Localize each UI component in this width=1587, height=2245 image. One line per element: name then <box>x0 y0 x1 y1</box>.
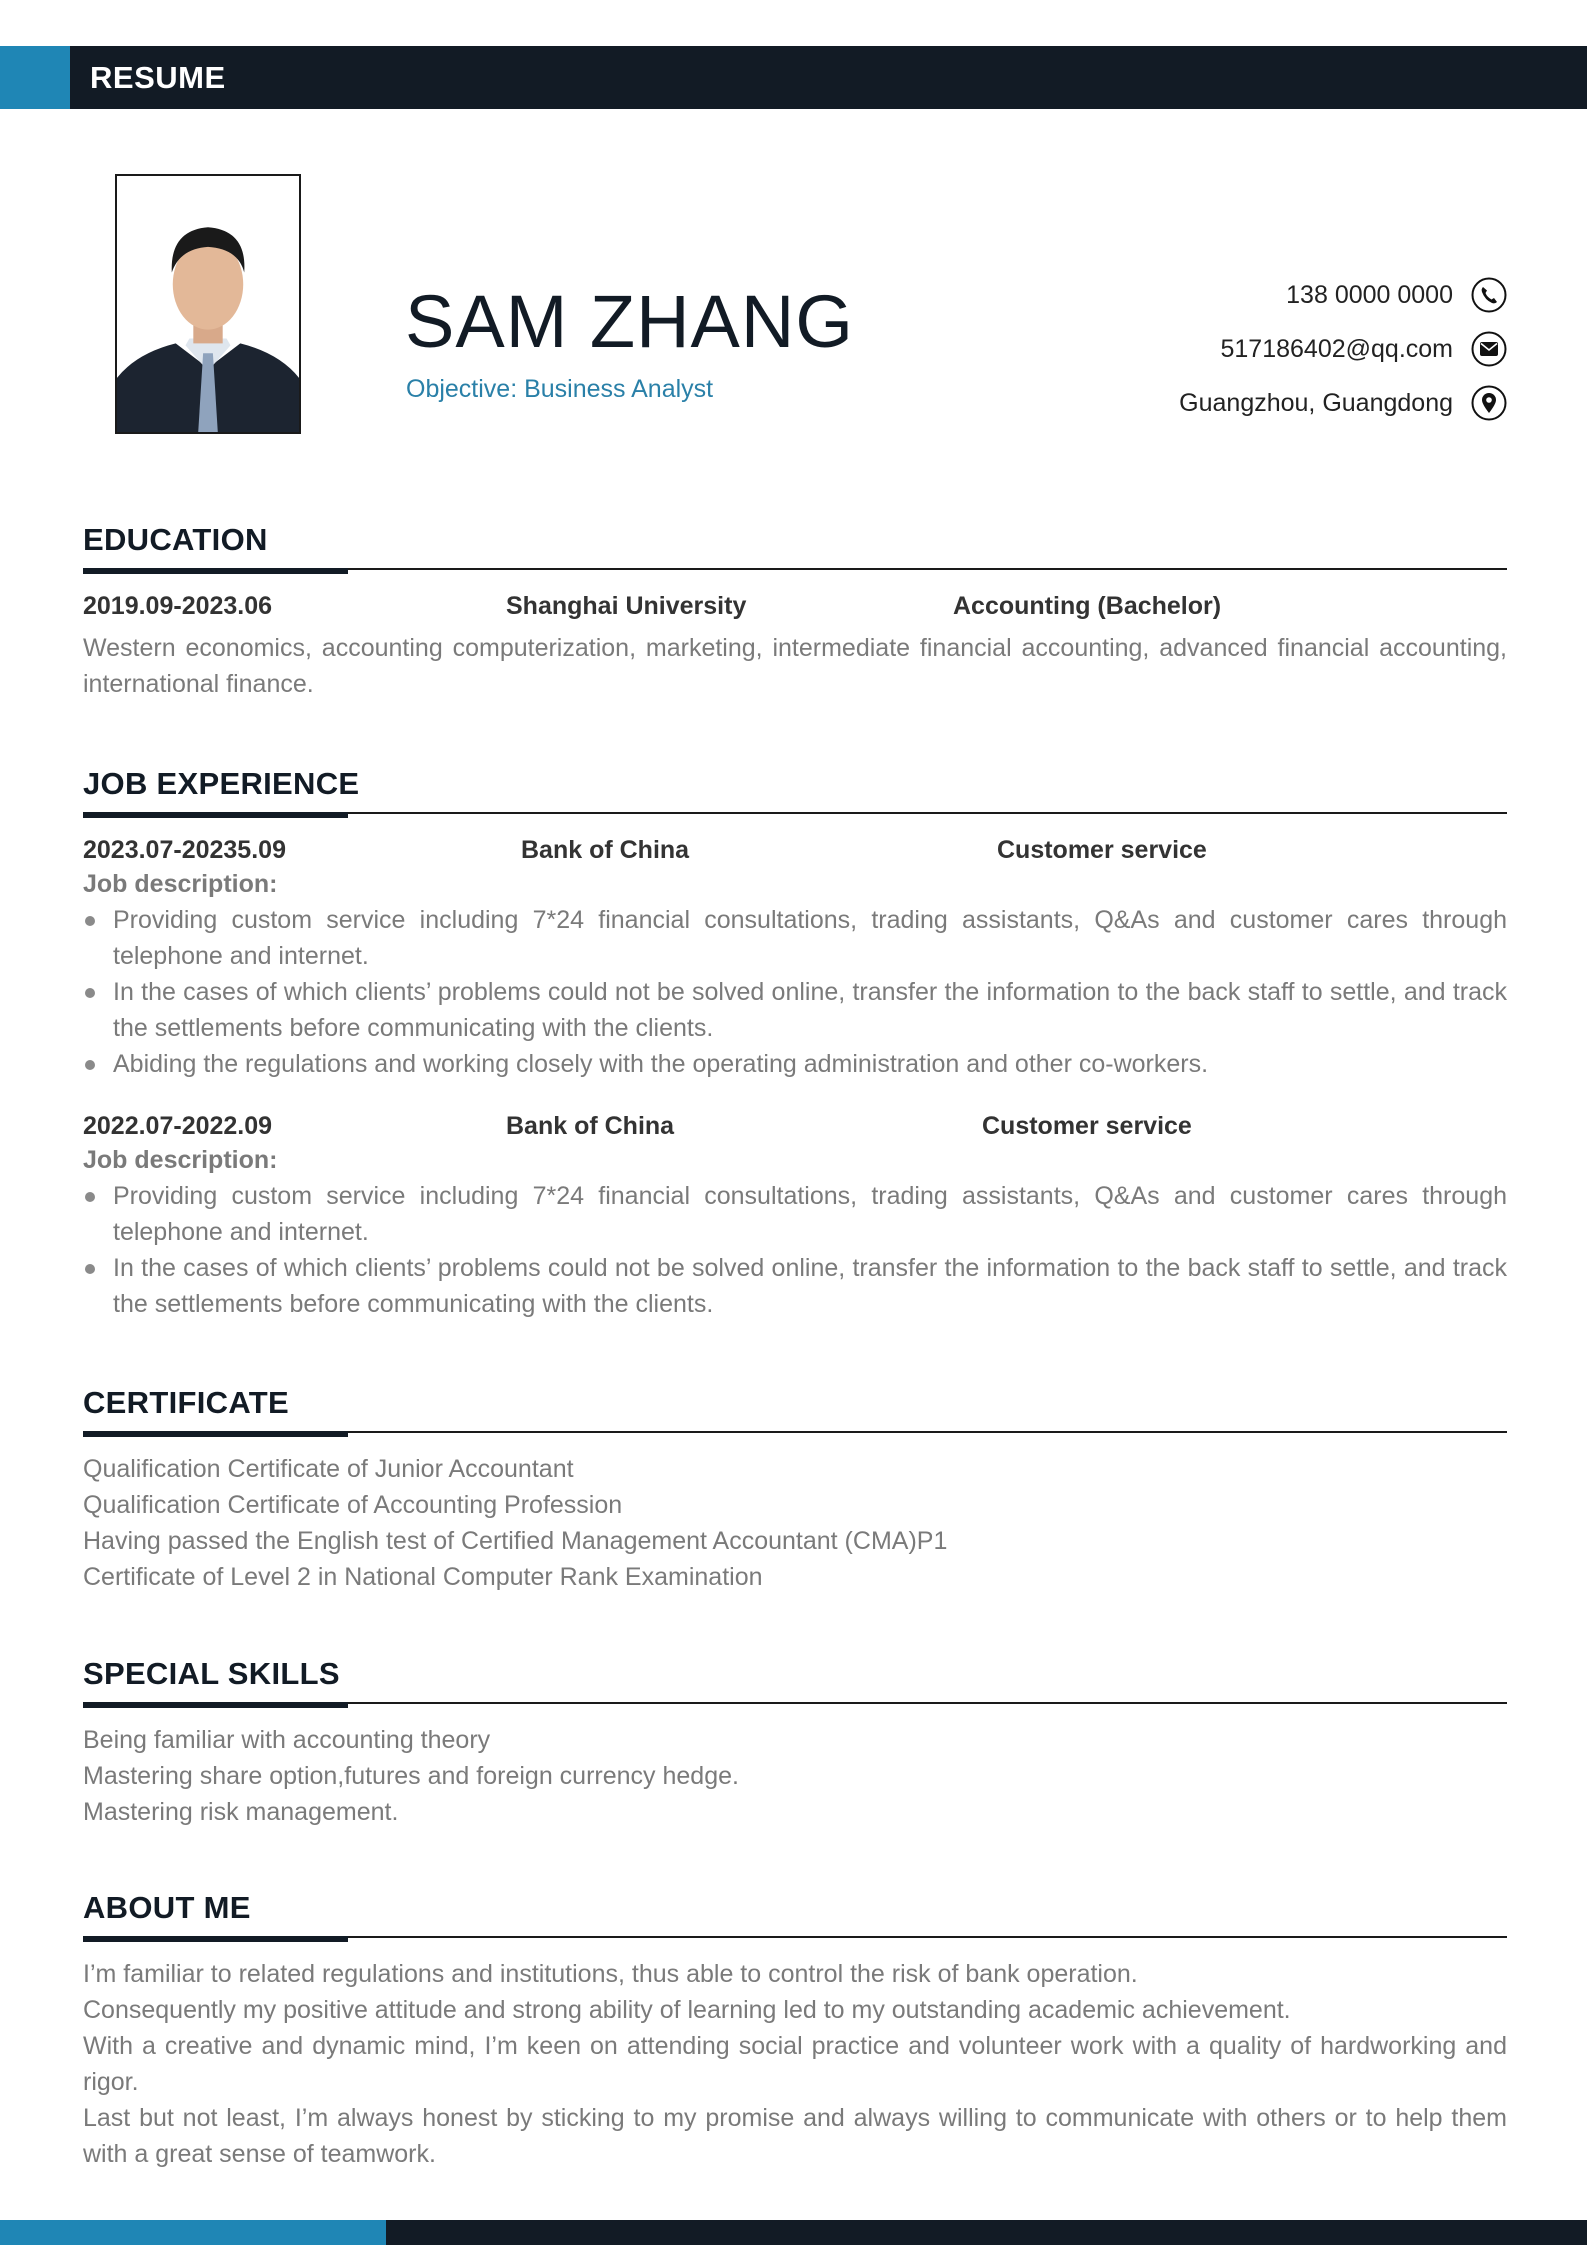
certificate-item: Certificate of Level 2 in National Computer Rank Examination <box>83 1563 763 1591</box>
certificate-item: Qualification Certificate of Junior Accountant <box>83 1455 574 1483</box>
education-courses: Western economics, accounting computerization, marketing, intermediate financial accounting, advanced financial accounting, international finance. <box>83 634 1507 698</box>
job-duties <box>83 902 1507 1082</box>
education-major: Accounting (Bachelor) <box>953 592 1222 620</box>
experience-heading: JOB EXPERIENCE <box>83 766 360 801</box>
email-icon <box>1471 331 1507 367</box>
section-accent-bar <box>83 568 348 574</box>
education-section <box>83 508 1507 702</box>
bottom-banner <box>0 2220 1587 2245</box>
phone-number: 138 0000 0000 <box>1286 280 1453 309</box>
job-role: Customer service <box>982 1112 1192 1140</box>
section-accent-bar <box>83 1702 348 1708</box>
experience-header <box>83 752 1507 814</box>
about-paragraph: Last but not least, I’m always honest by sticking to my promise and always willing to communicate with others or to help them with a great sense of teamwork. <box>83 2104 1507 2168</box>
certificate-header <box>83 1371 1507 1433</box>
education-header <box>83 508 1507 570</box>
about-section <box>83 1876 1507 2172</box>
email-address: 517186402@qq.com <box>1220 334 1453 363</box>
education-row <box>83 586 1507 622</box>
section-accent-bar <box>83 1936 348 1942</box>
job-duty: Abiding the regulations and working closely with the operating administration and other co-workers. <box>83 1046 1507 1082</box>
phone-icon <box>1471 277 1507 313</box>
certificate-item: Qualification Certificate of Accounting Profession <box>83 1491 623 1519</box>
bottom-banner-accent <box>0 2220 386 2245</box>
skills-section <box>83 1642 1507 1830</box>
certificate-list <box>83 1451 1507 1595</box>
certificate-item: Having passed the English test of Certified Management Accountant (CMA)P1 <box>83 1527 948 1555</box>
section-accent-bar <box>83 812 348 818</box>
location-text: Guangzhou, Guangdong <box>1179 388 1453 417</box>
section-accent-bar <box>83 1431 348 1437</box>
contact-location <box>1087 376 1507 430</box>
about-heading: ABOUT ME <box>83 1890 251 1925</box>
contact-email <box>1087 322 1507 376</box>
certificate-section <box>83 1371 1507 1595</box>
job-entry <box>83 1106 1507 1322</box>
location-icon <box>1471 385 1507 421</box>
job-duty: In the cases of which clients’ problems could not be solved online, transfer the information to the back staff to settle, and track the settlements before communicating with the clients. <box>83 1250 1507 1322</box>
job-period: 2023.07-20235.09 <box>83 836 286 864</box>
job-company: Bank of China <box>506 1112 675 1140</box>
top-banner <box>0 46 1587 109</box>
job-duty: In the cases of which clients’ problems could not be solved online, transfer the information to the back staff to settle, and track the settlements before communicating with the clients. <box>83 974 1507 1046</box>
about-paragraph: With a creative and dynamic mind, I’m keen on attending social practice and volunteer work with a quality of hardworking and rigor. <box>83 2032 1507 2096</box>
job-row <box>83 1106 1507 1142</box>
skill-item: Being familiar with accounting theory <box>83 1726 491 1754</box>
profile-photo <box>115 174 301 434</box>
skills-list <box>83 1722 1507 1830</box>
education-heading: EDUCATION <box>83 522 268 557</box>
certificate-heading: CERTIFICATE <box>83 1385 289 1420</box>
banner-accent <box>0 46 70 109</box>
about-text <box>83 1956 1507 2172</box>
about-paragraph: Consequently my positive attitude and strong ability of learning led to my outstanding academic achievement. <box>83 1996 1291 2024</box>
resume-title: RESUME <box>90 60 226 95</box>
skill-item: Mastering risk management. <box>83 1798 399 1826</box>
job-role: Customer service <box>997 836 1207 864</box>
education-school: Shanghai University <box>506 592 747 620</box>
job-period: 2022.07-2022.09 <box>83 1112 273 1140</box>
job-duty: Providing custom service including 7*24 financial consultations, trading assistants, Q&As and customer cares through telephone and internet. <box>83 1178 1507 1250</box>
job-description-label: Job description: <box>83 1146 278 1174</box>
about-header <box>83 1876 1507 1938</box>
job-entry <box>83 830 1507 1082</box>
contact-info <box>1087 268 1507 430</box>
skill-item: Mastering share option,futures and foreign currency hedge. <box>83 1762 739 1790</box>
job-row <box>83 830 1507 866</box>
job-duties <box>83 1178 1507 1322</box>
skills-header <box>83 1642 1507 1704</box>
job-company: Bank of China <box>521 836 690 864</box>
candidate-name: SAM ZHANG <box>405 280 854 363</box>
contact-phone <box>1087 268 1507 322</box>
objective-text: Objective: Business Analyst <box>406 375 714 403</box>
education-period: 2019.09-2023.06 <box>83 592 273 620</box>
job-description-label: Job description: <box>83 870 278 898</box>
about-paragraph: I’m familiar to related regulations and institutions, thus able to control the risk of bank operation. <box>83 1960 1138 1988</box>
job-duty: Providing custom service including 7*24 financial consultations, trading assistants, Q&As and customer cares through telephone and internet. <box>83 902 1507 974</box>
experience-section <box>83 752 1507 1322</box>
skills-heading: SPECIAL SKILLS <box>83 1656 340 1691</box>
